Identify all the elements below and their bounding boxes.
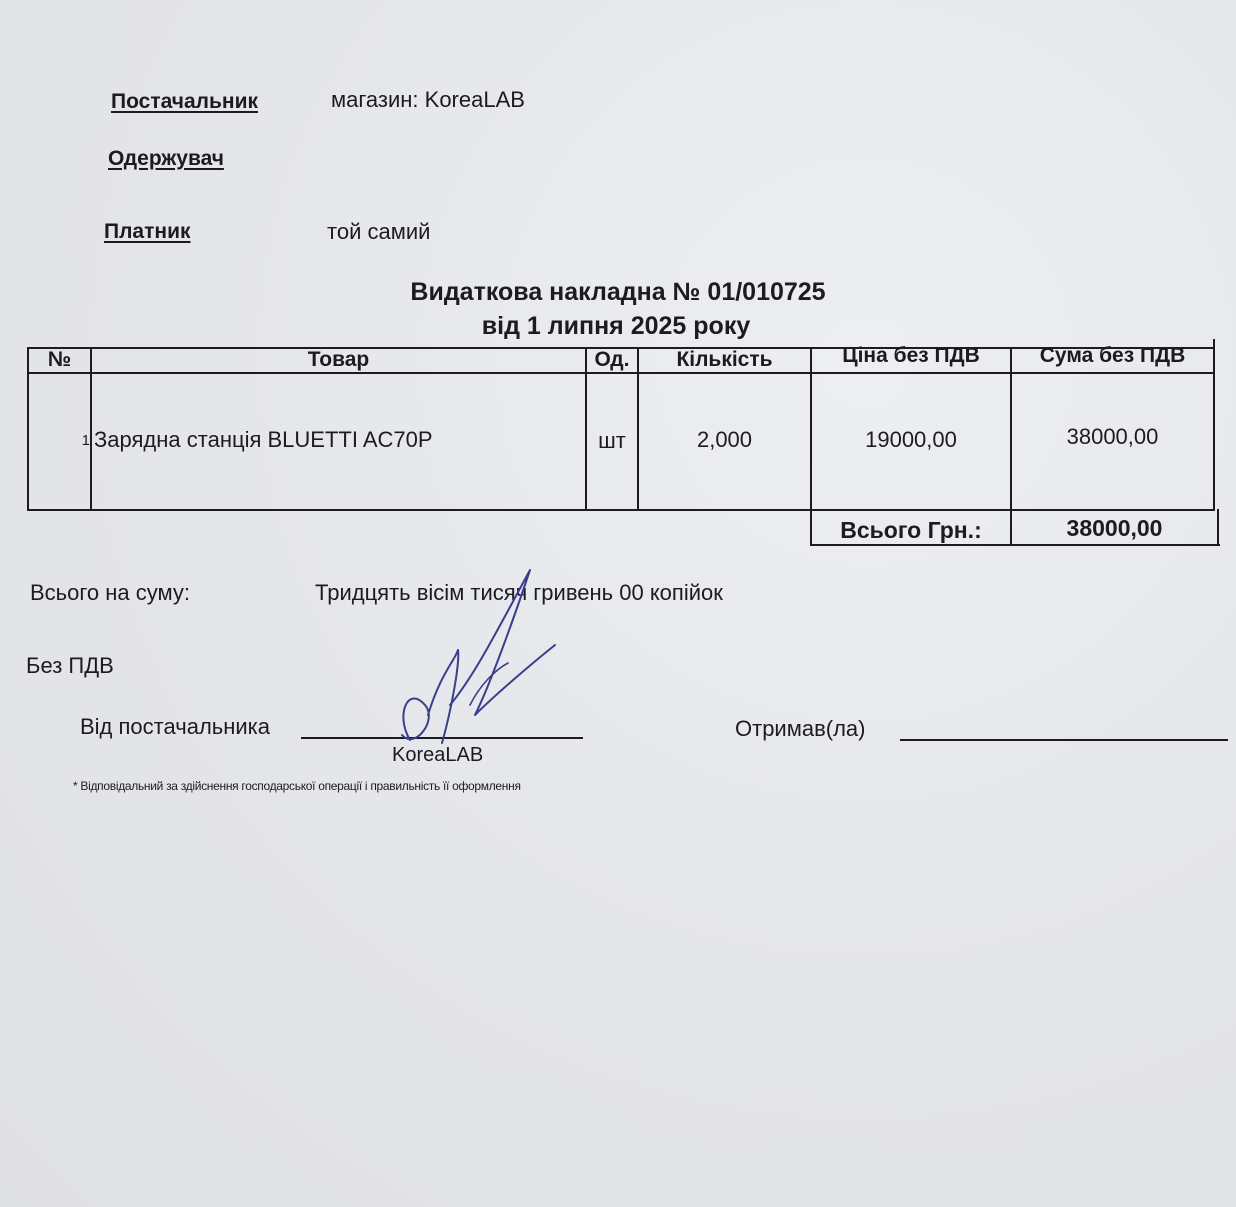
row-price: 19000,00 (865, 427, 957, 452)
row-item: Зарядна станція BLUETTI AC70P (94, 427, 433, 452)
amount-label: Всього на суму: (30, 580, 190, 605)
recipient-signature-line (900, 739, 1228, 741)
col-sum-header: Сума без ПДВ (1039, 344, 1186, 367)
supplier-value: магазин: KoreaLAB (331, 87, 525, 112)
vat-note: Без ПДВ (26, 653, 114, 678)
supplier-label: Постачальник (111, 90, 258, 113)
col-number-header: № (47, 348, 72, 371)
amount-in-words: Тридцять вісім тисяч гривень 00 копійок (315, 580, 723, 605)
total-label: Всього Грн.: (840, 516, 982, 543)
document-date: від 1 липня 2025 року (481, 312, 751, 340)
col-quantity-header: Кількість (676, 348, 773, 371)
row-sum: 38000,00 (1066, 424, 1159, 449)
footnote: * Відповідальний за здійснення господарської операції і правильність її оформлення (73, 779, 521, 793)
received-label: Отримав(ла) (735, 716, 866, 741)
handwritten-signature (380, 565, 570, 765)
row-quantity: 2,000 (696, 427, 753, 452)
payer-label: Платник (104, 220, 191, 243)
col-item-header: Товар (307, 348, 370, 371)
col-unit-header: Од. (594, 348, 630, 371)
col-price-header: Ціна без ПДВ (842, 344, 980, 367)
recipient-label: Одержувач (108, 147, 224, 170)
row-number: 1 (81, 431, 90, 449)
document-title: Видаткова накладна № 01/010725 (410, 278, 826, 306)
supplier-name: KoreaLAB (392, 744, 484, 766)
total-value: 38000,00 (1066, 514, 1163, 541)
row-unit: шт (598, 428, 626, 453)
payer-value: той самий (327, 219, 431, 244)
from-supplier-label: Від постачальника (80, 714, 271, 739)
